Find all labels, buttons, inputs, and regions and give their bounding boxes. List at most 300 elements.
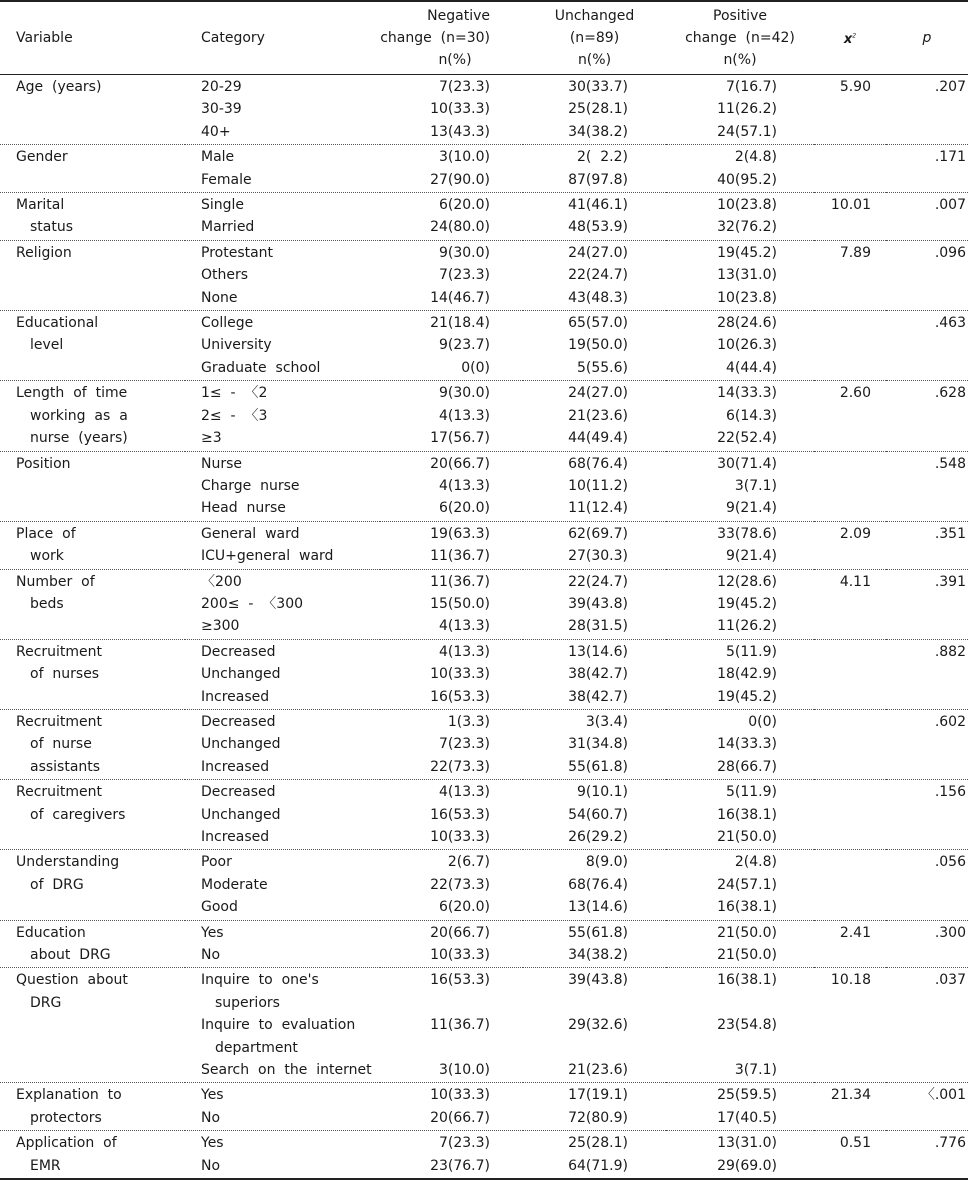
category-cell-line: 2≤ - 〈3: [201, 407, 268, 424]
header-positive: Positive change (n=42) n(%): [666, 1, 814, 75]
positive-cell: [666, 381, 814, 451]
negative-cell-line: [380, 992, 490, 1014]
p-value-cell: .628: [886, 381, 968, 451]
negative-cell-line: 3(10.0): [438, 1062, 490, 1079]
category-cell-line: Poor: [201, 854, 232, 871]
variable-cell-line: Length of time: [16, 385, 128, 402]
p-value-cell: .037: [886, 968, 968, 1083]
positive-cell-line: [666, 992, 777, 1014]
p-value-cell: .007: [886, 193, 968, 241]
category-cell-line: Protestant: [201, 244, 274, 261]
category-cell-line: Yes: [201, 1087, 224, 1104]
negative-cell: [380, 311, 523, 381]
negative-cell-line: 7(23.3): [438, 736, 490, 753]
unchanged-cell-line: 11(12.4): [568, 500, 628, 517]
negative-cell-line: 4(13.3): [438, 407, 490, 424]
unchanged-cell-line: 38(42.7): [568, 688, 628, 705]
positive-cell: [666, 75, 814, 145]
negative-cell-line: 20(66.7): [430, 455, 490, 472]
negative-cell-line: 16(53.3): [430, 688, 490, 705]
variable-cell-line: work: [30, 548, 64, 565]
category-cell-line: General ward: [201, 525, 300, 542]
positive-cell-line: 5(11.9): [725, 643, 777, 660]
variable-cell: [0, 1083, 185, 1131]
negative-cell-line: 14(46.7): [430, 289, 490, 306]
negative-cell-line: 13(43.3): [430, 123, 490, 140]
negative-cell-line: 10(33.3): [430, 666, 490, 683]
positive-cell-line: 29(69.0): [717, 1157, 777, 1174]
positive-cell: [666, 521, 814, 569]
unchanged-cell-line: 22(24.7): [568, 573, 628, 590]
positive-cell-line: [666, 1037, 777, 1059]
category-cell-line: Increased: [201, 829, 270, 845]
variable-cell-line: Marital: [16, 197, 65, 214]
negative-cell: [380, 1131, 523, 1179]
positive-cell-line: 19(45.2): [717, 595, 777, 612]
p-value-cell: .207: [886, 75, 968, 145]
variable-cell-line: protectors: [30, 1109, 102, 1126]
positive-cell-line: 14(33.3): [717, 385, 777, 402]
table-body: [0, 75, 968, 1180]
negative-cell-line: 7(23.3): [438, 1135, 490, 1152]
variable-cell-line: Question about: [16, 972, 128, 989]
chi-square-cell: [814, 639, 886, 709]
category-cell-line: Increased: [201, 758, 270, 775]
chi-square-cell: 0.51: [814, 1131, 886, 1179]
unchanged-cell-line: 29(32.6): [568, 1017, 628, 1034]
negative-cell-line: 1(3.3): [447, 713, 490, 730]
unchanged-cell-line: 25(28.1): [568, 1135, 628, 1152]
unchanged-cell: [523, 569, 666, 639]
category-cell: [185, 639, 380, 709]
category-cell-line: College: [201, 315, 254, 332]
negative-cell-line: 22(73.3): [430, 876, 490, 893]
category-cell: [185, 920, 380, 968]
table-row: [0, 850, 968, 920]
chi-square-cell: 2.09: [814, 521, 886, 569]
unchanged-cell: [523, 920, 666, 968]
header-chi-square: $x^2$: [814, 1, 886, 75]
unchanged-cell-line: 24(27.0): [568, 244, 628, 261]
unchanged-cell: [523, 1083, 666, 1131]
unchanged-cell: [523, 1131, 666, 1179]
category-cell-line: 200≤ - 〈300: [201, 595, 304, 612]
variable-cell: [0, 780, 185, 850]
table-row: [0, 1131, 968, 1179]
category-cell-line: University: [201, 337, 272, 354]
category-cell: [185, 780, 380, 850]
variable-cell-line: Recruitment: [16, 713, 103, 730]
positive-cell-line: 0(0): [748, 713, 777, 730]
negative-cell-line: 4(13.3): [438, 784, 490, 801]
positive-cell-line: 21(50.0): [717, 947, 777, 964]
positive-cell-line: 11(26.2): [717, 618, 777, 635]
variable-cell-line: Recruitment: [16, 643, 103, 660]
positive-cell: [666, 1083, 814, 1131]
category-cell-line: 30-39: [201, 101, 242, 118]
category-cell-line: Increased: [201, 688, 270, 705]
header-category: Category: [185, 1, 380, 75]
unchanged-cell-line: 54(60.7): [568, 806, 628, 823]
variable-cell: [0, 240, 185, 310]
negative-cell: [380, 521, 523, 569]
negative-cell-line: 4(13.3): [438, 477, 490, 494]
negative-cell: [380, 920, 523, 968]
table-row: [0, 451, 968, 521]
table-row: [0, 75, 968, 145]
table-row: [0, 193, 968, 241]
negative-cell-line: 6(20.0): [438, 899, 490, 916]
negative-cell-line: 0(0): [461, 359, 490, 376]
category-cell-line: 1≤ - 〈2: [201, 385, 268, 402]
unchanged-cell-line: 72(80.9): [568, 1109, 628, 1126]
category-cell: [185, 850, 380, 920]
table-row: [0, 521, 968, 569]
positive-cell-line: 25(59.5): [717, 1087, 777, 1104]
category-cell: [185, 311, 380, 381]
category-cell-line: Unchanged: [201, 666, 281, 683]
positive-cell-line: 19(45.2): [717, 688, 777, 705]
p-value-cell: .351: [886, 521, 968, 569]
unchanged-cell-line: 64(71.9): [568, 1157, 628, 1174]
unchanged-cell-line: [523, 1037, 628, 1059]
category-cell-line: No: [201, 1109, 221, 1126]
unchanged-cell-line: 21(23.6): [568, 407, 628, 424]
variable-cell-line: Position: [16, 455, 71, 472]
positive-cell-line: 2(4.8): [734, 149, 777, 166]
unchanged-cell-line: 5(55.6): [576, 359, 628, 376]
unchanged-cell-line: 68(76.4): [568, 876, 628, 893]
unchanged-cell-line: 39(43.8): [568, 972, 628, 989]
header-p-value: p: [886, 1, 968, 75]
chi-square-cell: 2.41: [814, 920, 886, 968]
unchanged-cell: [523, 193, 666, 241]
unchanged-cell-line: 34(38.2): [568, 123, 628, 140]
p-value-cell: .602: [886, 709, 968, 779]
category-cell-line: department: [215, 1039, 298, 1056]
chi-square-cell: [814, 780, 886, 850]
category-cell-line: ≥3: [201, 430, 222, 447]
negative-cell-line: 9(23.7): [438, 337, 490, 354]
unchanged-cell-line: 13(14.6): [568, 643, 628, 660]
p-value-cell: .776: [886, 1131, 968, 1179]
p-value-cell: .391: [886, 569, 968, 639]
table-row: [0, 920, 968, 968]
negative-cell-line: 3(10.0): [438, 149, 490, 166]
category-cell: [185, 193, 380, 241]
negative-cell-line: 11(36.7): [430, 1017, 490, 1034]
variable-cell: [0, 451, 185, 521]
negative-cell-line: 10(33.3): [430, 101, 490, 118]
table-row: [0, 968, 968, 1083]
positive-cell-line: 24(57.1): [717, 876, 777, 893]
category-cell-line: Decreased: [201, 784, 276, 801]
unchanged-cell-line: 27(30.3): [568, 548, 628, 565]
negative-cell-line: [380, 1037, 490, 1059]
unchanged-cell-line: 2( 2.2): [577, 149, 628, 166]
variable-cell-line: Explanation to: [16, 1087, 122, 1104]
positive-cell: [666, 639, 814, 709]
negative-cell-line: 10(33.3): [430, 947, 490, 964]
variable-cell: [0, 1131, 185, 1179]
header-negative: Negative change (n=30) n(%): [380, 1, 523, 75]
variable-cell-line: nurse (years): [30, 430, 128, 447]
category-cell-line: Yes: [201, 1135, 224, 1152]
category-cell: [185, 1131, 380, 1179]
category-cell-line: 〈200: [201, 573, 242, 590]
unchanged-cell: [523, 145, 666, 193]
unchanged-cell-line: [523, 992, 628, 1014]
variable-cell: [0, 75, 185, 145]
p-value-cell: 〈.001: [886, 1083, 968, 1131]
category-cell-line: Moderate: [201, 876, 268, 893]
negative-cell-line: 10(33.3): [430, 1087, 490, 1104]
unchanged-cell: [523, 240, 666, 310]
category-cell-line: 40+: [201, 123, 231, 140]
variable-cell: [0, 569, 185, 639]
positive-cell-line: 30(71.4): [717, 455, 777, 472]
unchanged-cell: [523, 311, 666, 381]
table-row: [0, 145, 968, 193]
chi-square-cell: 2.60: [814, 381, 886, 451]
chi-square-cell: 4.11: [814, 569, 886, 639]
variable-cell: [0, 145, 185, 193]
positive-cell-line: 23(54.8): [717, 1017, 777, 1034]
unchanged-cell-line: 24(27.0): [568, 385, 628, 402]
positive-cell-line: 22(52.4): [717, 430, 777, 447]
unchanged-cell: [523, 709, 666, 779]
positive-cell: [666, 193, 814, 241]
unchanged-cell-line: 44(49.4): [568, 430, 628, 447]
negative-cell-line: 22(73.3): [430, 758, 490, 775]
header-unchanged: Unchanged (n=89) n(%): [523, 1, 666, 75]
category-cell-line: Decreased: [201, 713, 276, 730]
unchanged-cell-line: 62(69.7): [568, 525, 628, 542]
unchanged-cell: [523, 521, 666, 569]
category-cell-line: Unchanged: [201, 806, 281, 823]
category-cell-line: Graduate school: [201, 359, 321, 376]
category-cell: [185, 451, 380, 521]
unchanged-cell-line: 17(19.1): [568, 1087, 628, 1104]
negative-cell: [380, 381, 523, 451]
category-cell-line: Decreased: [201, 643, 276, 660]
chi-square-cell: 21.34: [814, 1083, 886, 1131]
variable-cell-line: Application of: [16, 1135, 117, 1152]
unchanged-cell: [523, 968, 666, 1083]
unchanged-cell: [523, 780, 666, 850]
category-cell: [185, 240, 380, 310]
negative-cell-line: 9(30.0): [438, 385, 490, 402]
variable-cell-line: Gender: [16, 149, 68, 166]
positive-cell-line: 13(31.0): [717, 267, 777, 284]
variable-cell: [0, 850, 185, 920]
unchanged-cell-line: 65(57.0): [568, 315, 628, 332]
chi-square-cell: 7.89: [814, 240, 886, 310]
positive-cell-line: 7(16.7): [725, 79, 777, 95]
unchanged-cell-line: 9(10.1): [576, 784, 628, 801]
positive-cell-line: 18(42.9): [717, 666, 777, 683]
positive-cell-line: 11(26.2): [717, 101, 777, 118]
positive-cell: [666, 850, 814, 920]
chi-square-cell: [814, 311, 886, 381]
negative-cell-line: 19(63.3): [430, 525, 490, 542]
unchanged-cell-line: 3(3.4): [585, 713, 628, 730]
table-row: [0, 240, 968, 310]
variable-cell-line: Number of: [16, 573, 95, 590]
negative-cell-line: 15(50.0): [430, 595, 490, 612]
negative-cell-line: 11(36.7): [430, 548, 490, 565]
category-cell-line: Inquire to one's: [201, 972, 319, 989]
table-row: [0, 569, 968, 639]
positive-cell-line: 3(7.1): [734, 477, 777, 494]
unchanged-cell-line: 68(76.4): [568, 455, 628, 472]
negative-cell-line: 17(56.7): [430, 430, 490, 447]
positive-cell-line: 3(7.1): [734, 1062, 777, 1079]
category-cell-line: Unchanged: [201, 736, 281, 753]
positive-cell-line: 10(23.8): [717, 197, 777, 214]
variable-cell-line: level: [30, 337, 64, 354]
variable-cell: [0, 521, 185, 569]
positive-cell: [666, 780, 814, 850]
negative-cell: [380, 569, 523, 639]
negative-cell: [380, 193, 523, 241]
positive-cell: [666, 311, 814, 381]
p-value-cell: .882: [886, 639, 968, 709]
p-value-cell: .548: [886, 451, 968, 521]
negative-cell-line: 10(33.3): [430, 829, 490, 845]
positive-cell-line: 19(45.2): [717, 244, 777, 261]
table-row: [0, 639, 968, 709]
variable-cell-line: Age (years): [16, 79, 102, 95]
table-row: [0, 709, 968, 779]
positive-cell-line: 14(33.3): [717, 736, 777, 753]
unchanged-cell-line: 55(61.8): [568, 924, 628, 941]
variable-cell: [0, 311, 185, 381]
positive-cell: [666, 1131, 814, 1179]
variable-cell: [0, 968, 185, 1083]
negative-cell-line: 6(20.0): [438, 500, 490, 517]
positive-cell-line: 6(14.3): [725, 407, 777, 424]
unchanged-cell: [523, 381, 666, 451]
negative-cell: [380, 240, 523, 310]
chi-square-cell: [814, 145, 886, 193]
category-cell-line: Yes: [201, 924, 224, 941]
negative-cell: [380, 709, 523, 779]
negative-cell: [380, 75, 523, 145]
unchanged-cell: [523, 850, 666, 920]
positive-cell-line: 16(38.1): [717, 972, 777, 989]
unchanged-cell-line: 13(14.6): [568, 899, 628, 916]
negative-cell: [380, 145, 523, 193]
positive-cell: [666, 709, 814, 779]
variable-cell-line: EMR: [30, 1157, 61, 1174]
negative-cell-line: 20(66.7): [430, 924, 490, 941]
chi-square-cell: [814, 451, 886, 521]
category-cell: [185, 521, 380, 569]
positive-cell-line: 28(66.7): [717, 758, 777, 775]
unchanged-cell: [523, 639, 666, 709]
chi-square-cell: 5.90: [814, 75, 886, 145]
positive-cell-line: 4(44.4): [725, 359, 777, 376]
negative-cell-line: 20(66.7): [430, 1109, 490, 1126]
variable-cell-line: working as a: [30, 407, 128, 424]
positive-cell: [666, 240, 814, 310]
positive-cell-line: 17(40.5): [717, 1109, 777, 1126]
category-cell-line: Search on the internet: [201, 1062, 372, 1079]
variable-cell-line: of nurse: [30, 736, 92, 753]
variable-cell-line: Religion: [16, 244, 72, 261]
positive-cell-line: 21(50.0): [717, 829, 777, 845]
positive-cell-line: 13(31.0): [717, 1135, 777, 1152]
unchanged-cell-line: 55(61.8): [568, 758, 628, 775]
table-row: [0, 381, 968, 451]
unchanged-cell-line: 25(28.1): [568, 101, 628, 118]
p-value-cell: .096: [886, 240, 968, 310]
positive-cell: [666, 145, 814, 193]
negative-cell-line: 7(23.3): [438, 267, 490, 284]
header-variable: Variable: [0, 1, 185, 75]
category-cell-line: superiors: [215, 994, 280, 1011]
p-value-cell: .056: [886, 850, 968, 920]
variable-cell-line: of nurses: [30, 666, 100, 683]
unchanged-cell-line: 26(29.2): [568, 829, 628, 845]
unchanged-cell-line: 22(24.7): [568, 267, 628, 284]
unchanged-cell-line: 10(11.2): [568, 477, 628, 494]
positive-cell-line: 16(38.1): [717, 899, 777, 916]
positive-cell: [666, 451, 814, 521]
category-cell-line: No: [201, 1157, 221, 1174]
negative-cell-line: 21(18.4): [430, 315, 490, 332]
positive-cell-line: 12(28.6): [717, 573, 777, 590]
variable-cell-line: of caregivers: [30, 806, 126, 823]
positive-cell-line: 21(50.0): [717, 924, 777, 941]
variable-cell: [0, 381, 185, 451]
unchanged-cell-line: 30(33.7): [568, 79, 628, 95]
negative-cell-line: 23(76.7): [430, 1157, 490, 1174]
negative-cell-line: 11(36.7): [430, 573, 490, 590]
p-value-cell: .463: [886, 311, 968, 381]
unchanged-cell: [523, 75, 666, 145]
negative-cell-line: 4(13.3): [438, 618, 490, 635]
category-cell-line: Single: [201, 197, 245, 214]
negative-cell-line: 9(30.0): [438, 244, 490, 261]
category-cell: [185, 1083, 380, 1131]
category-cell: [185, 381, 380, 451]
negative-cell-line: 24(80.0): [430, 219, 490, 236]
category-cell-line: No: [201, 947, 221, 964]
variable-cell-line: about DRG: [30, 947, 111, 964]
category-cell: [185, 145, 380, 193]
positive-cell-line: 16(38.1): [717, 806, 777, 823]
positive-cell-line: 32(76.2): [717, 219, 777, 236]
positive-cell-line: 40(95.2): [717, 171, 777, 188]
negative-cell-line: 27(90.0): [430, 171, 490, 188]
table-row: [0, 1083, 968, 1131]
positive-cell: [666, 920, 814, 968]
positive-cell-line: 10(23.8): [717, 289, 777, 306]
positive-cell-line: 9(21.4): [725, 500, 777, 517]
category-cell: [185, 569, 380, 639]
positive-cell-line: 24(57.1): [717, 123, 777, 140]
category-cell-line: Charge nurse: [201, 477, 300, 494]
variable-cell: [0, 193, 185, 241]
category-cell: [185, 709, 380, 779]
variable-cell-line: Place of: [16, 525, 76, 542]
category-cell-line: Others: [201, 267, 249, 284]
variable-cell-line: Understanding: [16, 854, 120, 871]
p-value-cell: .156: [886, 780, 968, 850]
positive-cell-line: 28(24.6): [717, 315, 777, 332]
